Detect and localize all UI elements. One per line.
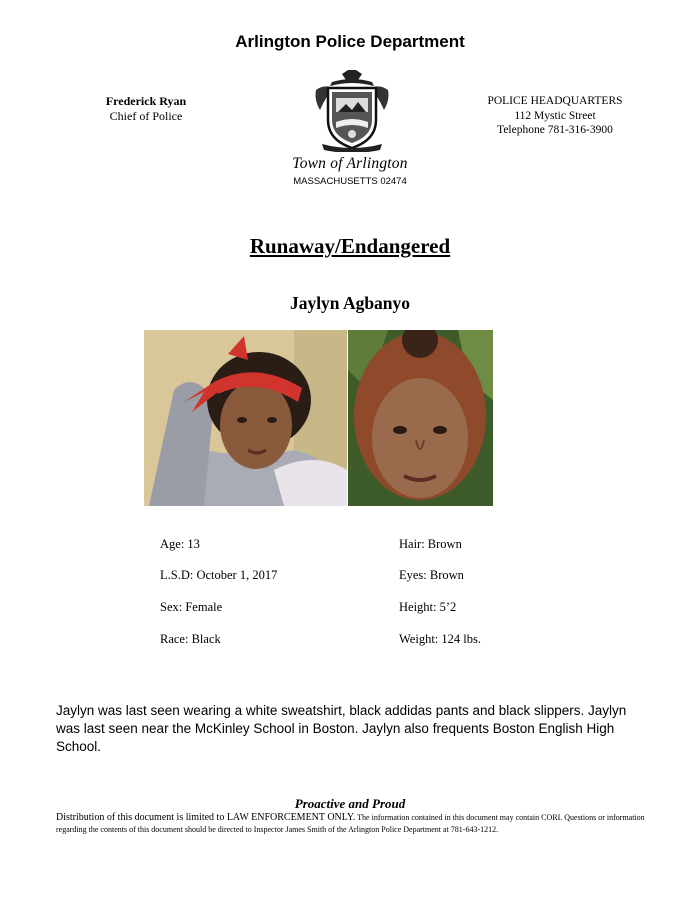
chief-name: Frederick Ryan	[105, 94, 187, 108]
notice-title	[0, 234, 700, 259]
photo-right	[348, 330, 493, 506]
department-title: Arlington Police Department	[235, 32, 465, 51]
detail-race: Race: Black	[160, 632, 221, 646]
detail-lsd: L.S.D: October 1, 2017	[160, 568, 278, 582]
detail-sex: Sex: Female	[160, 600, 223, 614]
hq-address: 112 Mystic Street	[514, 109, 596, 122]
disclaimer-rest: The information contained in this document may contain CORI. Questions or information regarding the contents of this document should be directed to Inspector James Smith of the Arlington Police Department at 781-643-1212.	[56, 813, 645, 834]
photo-left	[144, 330, 347, 506]
detail-height: Height: 5’2	[399, 600, 457, 614]
disclaimer-lead: Distribution of this document is limited to LAW ENFORCEMENT ONLY.	[56, 812, 356, 823]
town-name: Town of Arlington	[292, 155, 408, 172]
description-paragraph: Jaylyn was last seen wearing a white sweatshirt, black addidas pants and black slippers. Jaylyn was last seen near the McKinley School in Boston. Jaylyn also frequents Boston English High School.	[56, 703, 627, 754]
hq-title: POLICE HEADQUARTERS	[487, 95, 623, 107]
chief-title: Chief of Police	[109, 109, 183, 123]
detail-eyes: Eyes: Brown	[399, 568, 464, 582]
notice-title-text: Runaway/Endangered	[249, 234, 451, 258]
chief-block	[96, 94, 196, 124]
town-seal	[312, 70, 392, 152]
motto: Proactive and Proud	[294, 796, 406, 811]
detail-hair: Hair: Brown	[399, 537, 462, 551]
town-state: MASSACHUSETTS 02474	[293, 176, 407, 187]
detail-age: Age: 13	[160, 537, 200, 551]
hq-telephone: Telephone 781-316-3900	[497, 124, 613, 136]
detail-weight: Weight: 124 lbs.	[399, 632, 481, 646]
headquarters-block	[480, 94, 630, 138]
disclaimer	[56, 812, 646, 836]
person-name: Jaylyn Agbanyo	[289, 293, 411, 313]
